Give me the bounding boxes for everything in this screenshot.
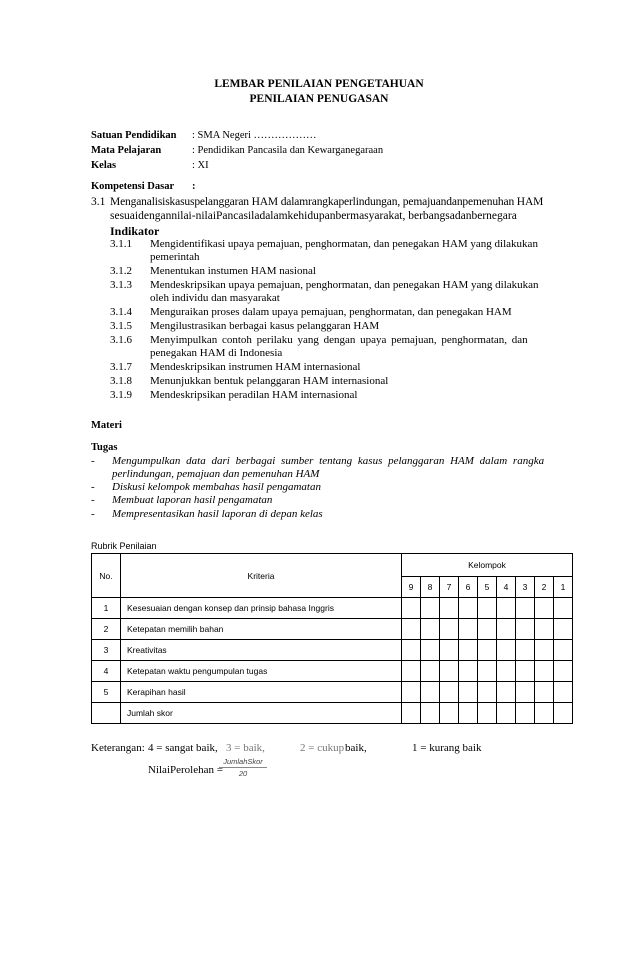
indicator-text: Menyimpulkan contoh perilaku yang dengan upaya pemajuan, penghormatan, dan [150, 334, 528, 346]
score-cell[interactable] [497, 661, 516, 682]
keterangan-label: Keterangan: [91, 742, 145, 754]
score-cell[interactable] [421, 661, 440, 682]
indicator-text: Menguraikan proses dalam upaya pemajuan, penghormatan, dan penegakan HAM [150, 306, 512, 318]
score-cell[interactable] [535, 703, 554, 724]
kompetensi-colon: : [192, 181, 196, 192]
score-cell[interactable] [421, 640, 440, 661]
score-cell[interactable] [440, 619, 459, 640]
indicator-text: Menunjukkan bentuk pelanggaran HAM internasional [150, 375, 389, 387]
identity-value: : Pendidikan Pancasila dan Kewarganegaraan [192, 145, 384, 156]
tugas-heading: Tugas [91, 442, 118, 453]
indicator-number: 3.1.7 [110, 361, 132, 373]
score-cell[interactable] [497, 598, 516, 619]
score-cell[interactable] [402, 598, 421, 619]
group-number: 3 [516, 577, 535, 598]
scale-3: 3 = baik, [226, 742, 265, 754]
tugas-item: Membuat laporan hasil pengamatan [112, 494, 273, 506]
score-cell[interactable] [478, 640, 497, 661]
scale-2-suffix: baik, [345, 742, 367, 754]
tugas-item: Diskusi kelompok membahas hasil pengamatan [112, 481, 321, 493]
indicator-text: Mendeskripsikan peradilan HAM internasional [150, 389, 358, 401]
score-cell[interactable] [535, 598, 554, 619]
score-cell[interactable] [421, 598, 440, 619]
bullet-dash: - [91, 481, 95, 493]
score-cell[interactable] [478, 682, 497, 703]
row-criterion: Kerapihan hasil [121, 682, 402, 703]
score-cell[interactable] [440, 640, 459, 661]
score-cell[interactable] [402, 703, 421, 724]
indicator-text: Menentukan instumen HAM nasional [150, 265, 316, 277]
column-header-kriteria: Kriteria [121, 554, 402, 598]
formula-denominator: 20 [238, 769, 248, 778]
nilai-label: NilaiPerolehan = [148, 764, 223, 776]
identity-label: Kelas [91, 160, 117, 171]
score-cell[interactable] [459, 661, 478, 682]
materi-heading: Materi [91, 420, 122, 431]
row-number: 2 [92, 619, 121, 640]
indicator-text: oleh individu dan masyarakat [150, 292, 280, 304]
column-header-kelompok: Kelompok [402, 554, 573, 577]
score-cell[interactable] [516, 703, 535, 724]
table-header-row [92, 554, 573, 577]
score-cell[interactable] [402, 682, 421, 703]
bullet-dash: - [91, 494, 95, 506]
score-cell[interactable] [554, 619, 573, 640]
group-number: 7 [440, 577, 459, 598]
group-number: 8 [421, 577, 440, 598]
table-row [92, 598, 573, 619]
group-number: 1 [554, 577, 573, 598]
indicator-text: Mendeskripsikan instrumen HAM internasional [150, 361, 361, 373]
score-cell[interactable] [421, 619, 440, 640]
row-number: 5 [92, 682, 121, 703]
rubrik-label: Rubrik Penilaian [91, 541, 157, 551]
group-number: 5 [478, 577, 497, 598]
indicator-number: 3.1.8 [110, 375, 132, 387]
score-cell[interactable] [459, 598, 478, 619]
score-cell[interactable] [516, 619, 535, 640]
scale-1: 1 = kurang baik [412, 742, 482, 754]
score-cell[interactable] [440, 661, 459, 682]
score-cell[interactable] [478, 703, 497, 724]
group-number: 4 [497, 577, 516, 598]
score-cell[interactable] [516, 682, 535, 703]
row-criterion: Kesesuaian dengan konsep dan prinsip bahasa Inggris [121, 598, 402, 619]
page-subtitle: PENILAIAN PENUGASAN [249, 93, 389, 105]
score-cell[interactable] [459, 640, 478, 661]
score-cell[interactable] [535, 619, 554, 640]
bullet-dash: - [91, 508, 95, 520]
score-cell[interactable] [440, 682, 459, 703]
score-cell[interactable] [497, 619, 516, 640]
table-row [92, 661, 573, 682]
kompetensi-label: Kompetensi Dasar [91, 181, 175, 192]
rubric-table [91, 553, 573, 724]
score-cell[interactable] [421, 682, 440, 703]
indicator-text: Mengidentifikasi upaya pemajuan, penghormatan, dan penegakan HAM yang dilakukan [150, 238, 538, 250]
table-row [92, 682, 573, 703]
indicator-number: 3.1.3 [110, 279, 132, 291]
indicator-number: 3.1.2 [110, 265, 132, 277]
score-cell[interactable] [497, 703, 516, 724]
kd-text: Menganalisiskasuspelanggaran HAM dalamrangkaperlindungan, pemajuandanpemenuhan HAM [110, 196, 544, 208]
group-number: 6 [459, 577, 478, 598]
kd-text: sesuaidengannilai-nilaiPancasiladalamkehidupanbermasyarakat, berbangsadanbernegara [110, 210, 517, 222]
row-criterion: Kreativitas [121, 640, 402, 661]
indicator-number: 3.1.6 [110, 334, 132, 346]
score-cell[interactable] [440, 703, 459, 724]
indicator-text: Mendeskripsikan upaya pemajuan, penghormatan, dan penegakan HAM yang dilakukan [150, 279, 539, 291]
identity-label: Mata Pelajaran [91, 145, 162, 156]
score-cell[interactable] [554, 640, 573, 661]
score-cell[interactable] [459, 682, 478, 703]
identity-value: : SMA Negeri ……………… [192, 130, 317, 141]
indicator-text: penegakan HAM di Indonesia [150, 347, 283, 359]
score-cell[interactable] [402, 619, 421, 640]
identity-value: : XI [192, 160, 209, 171]
row-number: 3 [92, 640, 121, 661]
total-label: Jumlah skor [121, 703, 402, 724]
group-number: 2 [535, 577, 554, 598]
score-cell[interactable] [440, 598, 459, 619]
tugas-item: Mempresentasikan hasil laporan di depan kelas [112, 508, 323, 520]
indicator-number: 3.1.9 [110, 389, 132, 401]
tugas-item: perlindungan, pemajuan dan pemenuhan HAM [112, 468, 320, 480]
indicator-number: 3.1.1 [110, 238, 132, 250]
page-title: LEMBAR PENILAIAN PENGETAHUAN [214, 78, 424, 90]
total-row [92, 703, 573, 724]
indikator-heading: Indikator [110, 224, 160, 238]
nilai-formula [219, 757, 267, 779]
indicator-number: 3.1.5 [110, 320, 132, 332]
score-cell[interactable] [497, 640, 516, 661]
row-criterion: Ketepatan memilih bahan [121, 619, 402, 640]
score-cell[interactable] [554, 661, 573, 682]
bullet-dash: - [91, 455, 95, 467]
kd-number: 3.1 [91, 196, 106, 208]
score-cell[interactable] [535, 640, 554, 661]
tugas-item: Mengumpulkan data dari berbagai sumber tentang kasus pelanggaran HAM dalam rangka [112, 455, 545, 467]
score-cell[interactable] [554, 682, 573, 703]
score-cell[interactable] [459, 703, 478, 724]
score-cell[interactable] [554, 598, 573, 619]
score-cell[interactable] [402, 640, 421, 661]
score-cell[interactable] [516, 598, 535, 619]
score-cell[interactable] [459, 619, 478, 640]
score-cell[interactable] [478, 661, 497, 682]
scale-4: 4 = sangat baik, [148, 742, 218, 754]
score-cell[interactable] [554, 703, 573, 724]
indicator-text: pemerintah [150, 251, 200, 263]
score-cell[interactable] [478, 598, 497, 619]
row-number: 4 [92, 661, 121, 682]
row-number [92, 703, 121, 724]
score-cell[interactable] [516, 640, 535, 661]
group-number: 9 [402, 577, 421, 598]
identity-label: Satuan Pendidikan [91, 130, 177, 141]
score-cell[interactable] [478, 619, 497, 640]
score-cell[interactable] [402, 661, 421, 682]
table-row [92, 619, 573, 640]
formula-numerator: JumlahSkor [219, 757, 267, 768]
score-cell[interactable] [421, 703, 440, 724]
score-cell[interactable] [535, 661, 554, 682]
scale-2: 2 = cukup [300, 742, 345, 754]
indicator-number: 3.1.4 [110, 306, 132, 318]
row-criterion: Ketepatan waktu pengumpulan tugas [121, 661, 402, 682]
score-cell[interactable] [497, 682, 516, 703]
row-number: 1 [92, 598, 121, 619]
column-header-no: No. [92, 554, 121, 598]
score-cell[interactable] [516, 661, 535, 682]
indicator-text: Mengilustrasikan berbagai kasus pelanggaran HAM [150, 320, 380, 332]
table-row [92, 640, 573, 661]
score-cell[interactable] [535, 682, 554, 703]
